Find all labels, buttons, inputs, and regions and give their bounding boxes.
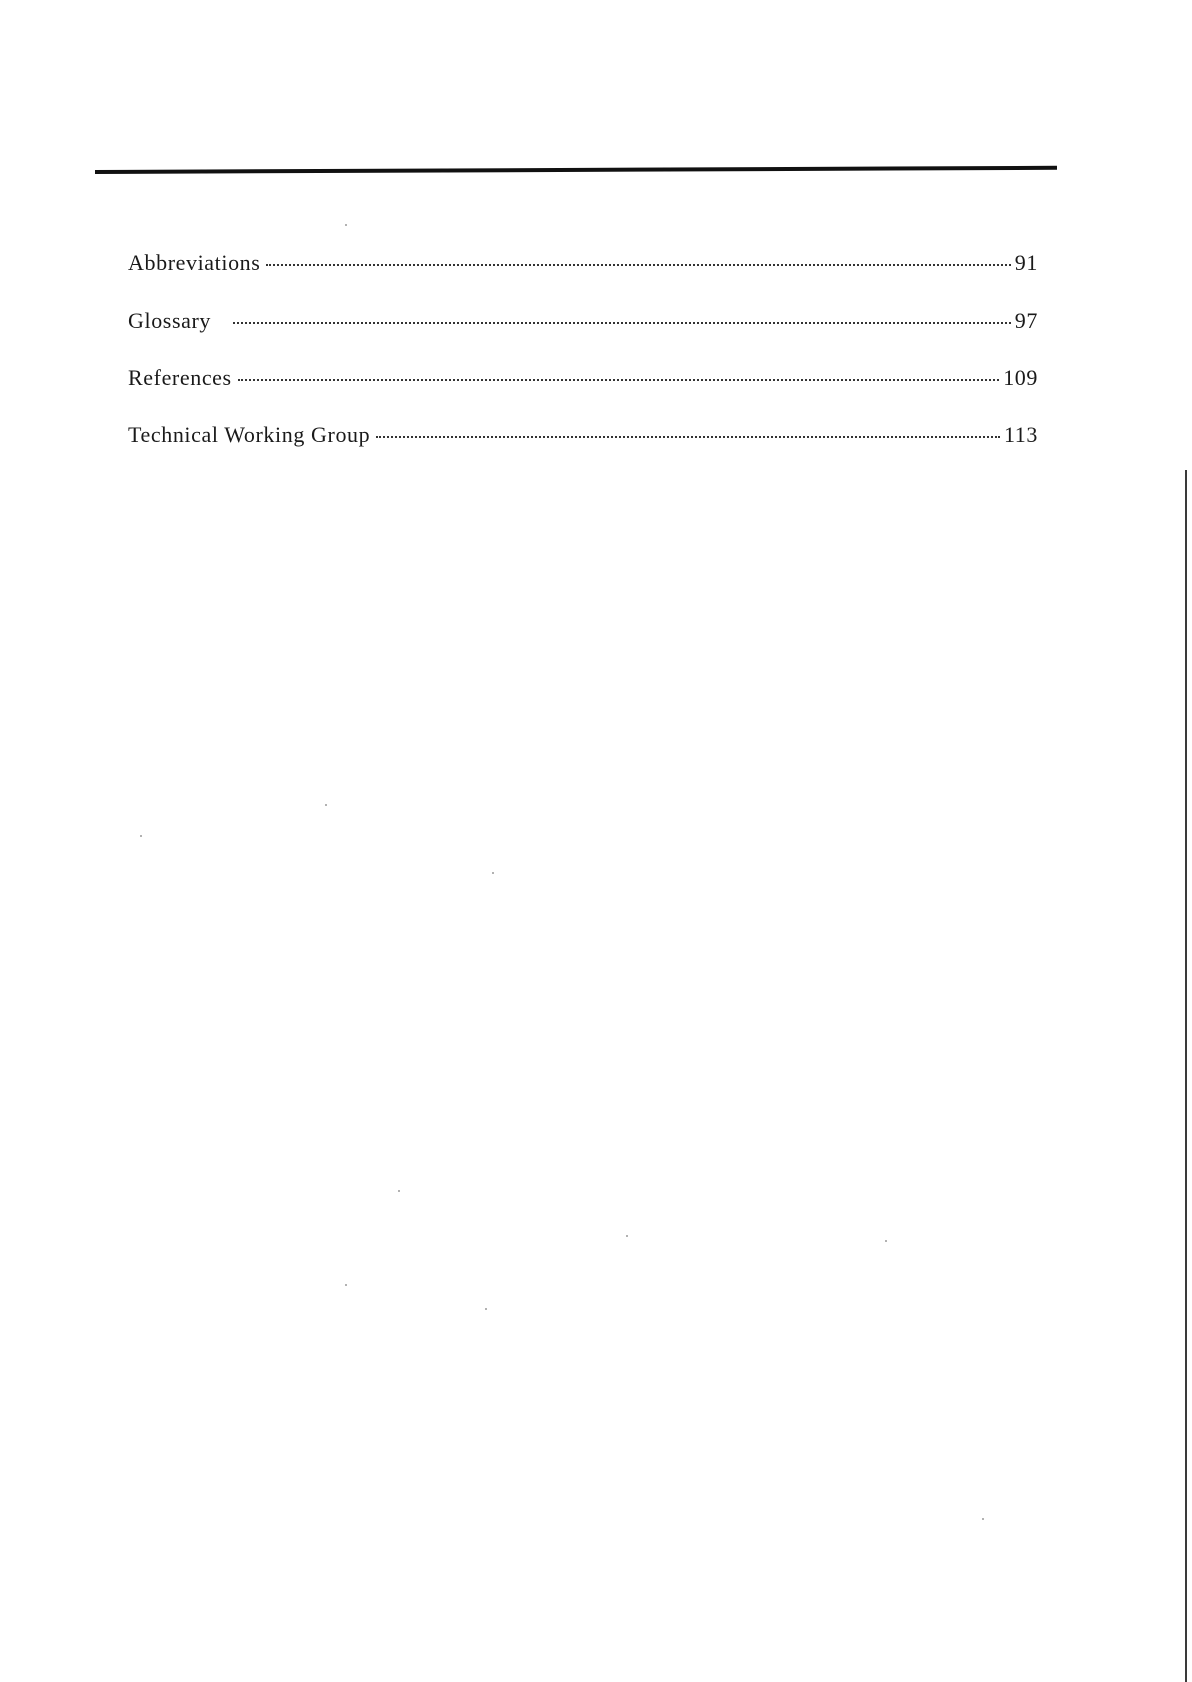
scan-speck bbox=[325, 804, 327, 806]
scan-speck bbox=[345, 1284, 347, 1286]
toc-entry-label: Glossary bbox=[128, 308, 212, 333]
toc-entry-label: References bbox=[128, 365, 232, 390]
toc-entry-glossary bbox=[128, 308, 1038, 338]
toc-entry-technical-working-group bbox=[128, 422, 1038, 452]
toc-entry-label: Technical Working Group bbox=[128, 422, 371, 447]
toc-entry-references bbox=[128, 365, 1038, 395]
scan-edge-line bbox=[1185, 470, 1187, 1682]
toc-entry-page: 91 bbox=[1014, 250, 1038, 275]
toc-entry-page: 109 bbox=[1003, 365, 1038, 390]
scan-speck bbox=[492, 872, 494, 874]
scan-speck bbox=[140, 835, 142, 837]
scan-speck bbox=[485, 1308, 487, 1310]
toc-entry-page: 113 bbox=[1004, 422, 1038, 447]
scan-speck bbox=[885, 1240, 887, 1242]
toc-entry-page: 97 bbox=[1014, 308, 1038, 333]
dot-leader bbox=[266, 263, 1010, 266]
dot-leader bbox=[233, 321, 1011, 324]
scan-speck bbox=[345, 224, 347, 226]
scan-speck bbox=[626, 1235, 628, 1237]
dot-leader bbox=[376, 435, 1000, 438]
header-rule bbox=[95, 166, 1057, 174]
scan-speck bbox=[982, 1518, 984, 1520]
toc-entry-label: Abbreviations bbox=[128, 250, 261, 275]
scan-speck bbox=[398, 1190, 400, 1192]
toc-entry-abbreviations bbox=[128, 250, 1038, 280]
dot-leader bbox=[238, 378, 999, 381]
